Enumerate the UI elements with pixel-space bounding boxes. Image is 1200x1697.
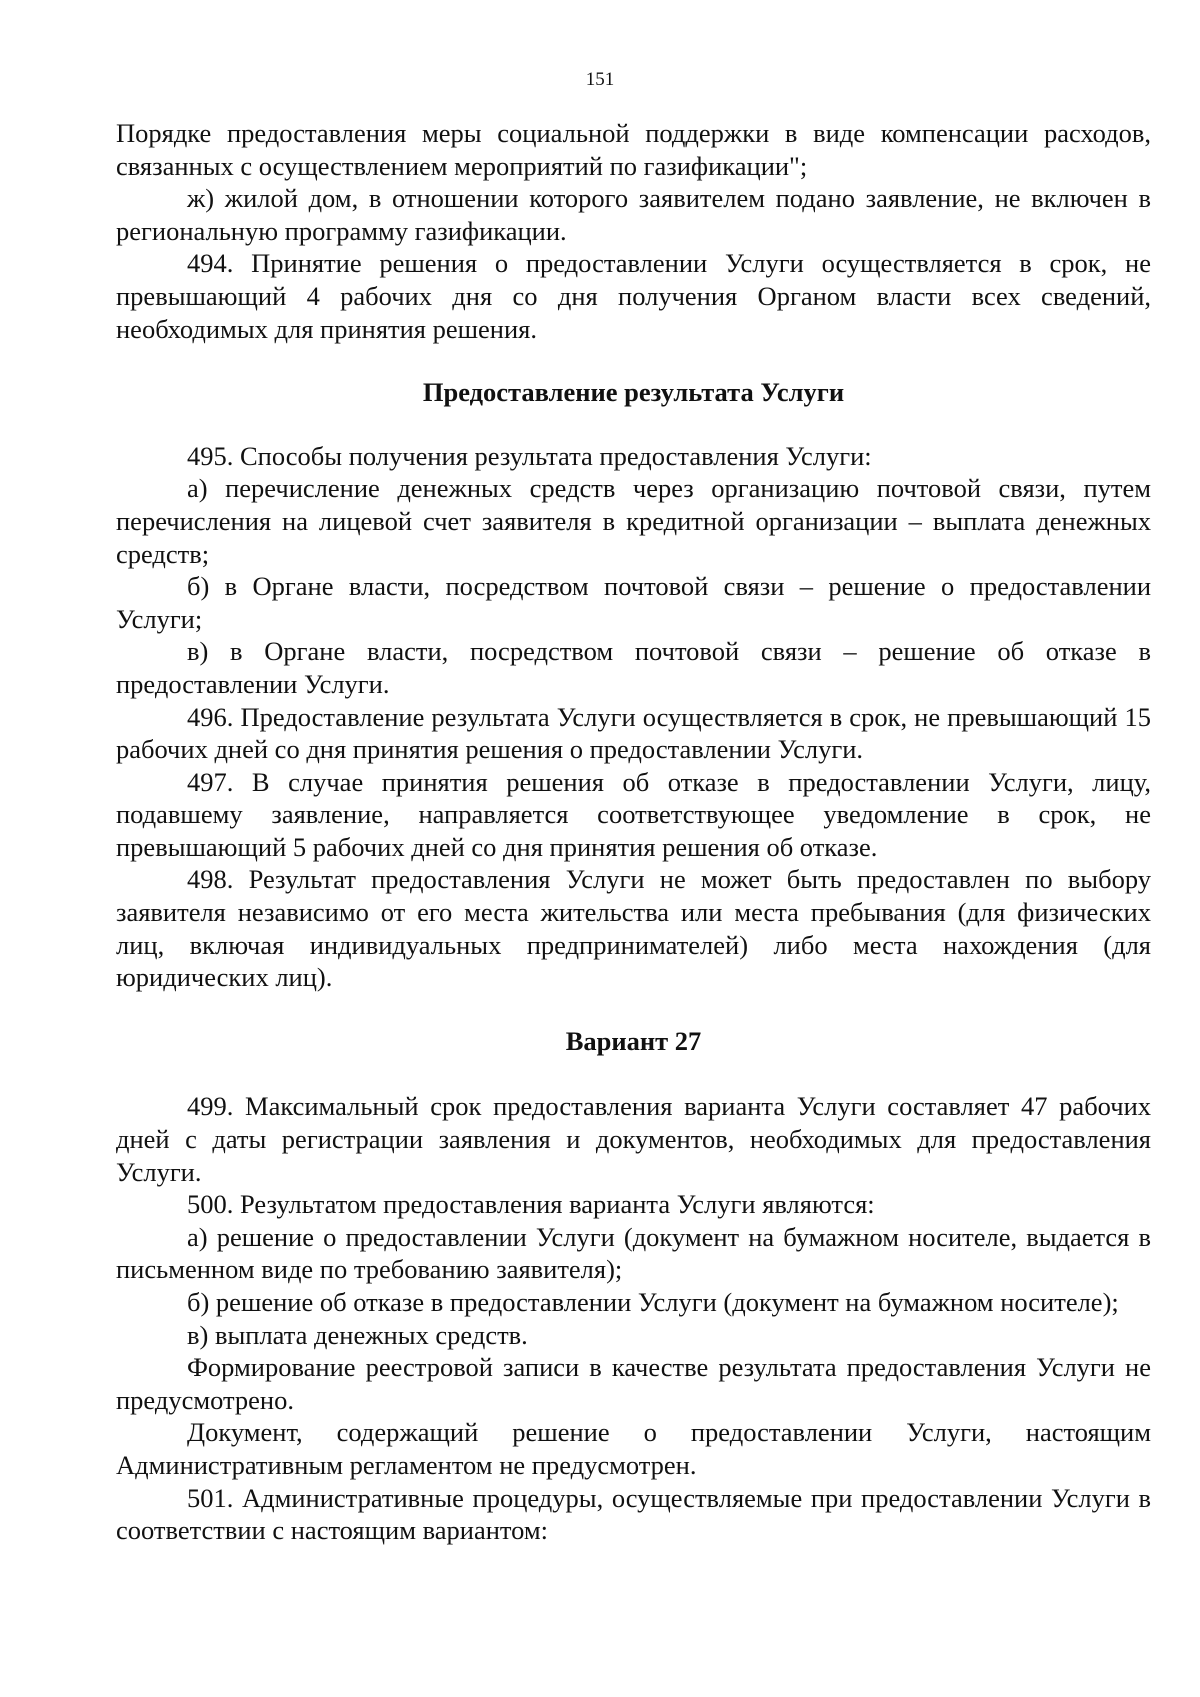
paragraph-501: 501. Административные процедуры, осуществляемые при предоставлении Услуги в соответствии с настоящим вариантом: (116, 1482, 1151, 1546)
paragraph-continuation: Порядке предоставления меры социальной поддержки в виде компенсации расходов, связанных с осуществлением мероприятий по газификации"; (116, 118, 1151, 181)
paragraph-500-b: б) решение об отказе в предоставлении Услуги (документ на бумажном носителе); (187, 1287, 1119, 1317)
paragraph-498: 498. Результат предоставления Услуги не может быть предоставлен по выбору заявителя независимо от его места жительства или места пребывания (для физических лиц, включая индивидуальных предпринимателей) либо места нахождения (для юридических лиц). (116, 864, 1151, 993)
document-body (116, 117, 1151, 1547)
section-heading-result: Предоставление результата Услуги (422, 377, 845, 408)
page-number: 151 (585, 69, 615, 90)
paragraph-495: 495. Способы получения результата предоставления Услуги: (187, 440, 872, 471)
paragraph-decision-document: Документ, содержащий решение о предоставлении Услуги, настоящим Административным регламентом не предусмотрен. (116, 1417, 1151, 1480)
paragraph-494: 494. Принятие решения о предоставлении Услуги осуществляется в срок, не превышающий 4 рабочих дня со дня получения Органом власти всех сведений, необходимых для принятия решения. (116, 248, 1151, 344)
paragraph-500-a: а) решение о предоставлении Услуги (документ на бумажном носителе, выдается в письменном виде по требованию заявителя); (116, 1221, 1151, 1285)
paragraph-500-v: в) выплата денежных средств. (187, 1319, 528, 1350)
paragraph-499: 499. Максимальный срок предоставления варианта Услуги составляет 47 рабочих дней с даты регистрации заявления и документов, необходимых для предоставления Услуги. (116, 1091, 1151, 1187)
paragraph-495-a: а) перечисление денежных средств через организацию почтовой связи, путем перечисления на лицевой счет заявителя в кредитной организации – выплата денежных средств; (116, 473, 1151, 569)
paragraph-500: 500. Результатом предоставления варианта Услуги являются: (187, 1189, 875, 1220)
paragraph-item-zh: ж) жилой дом, в отношении которого заявителем подано заявление, не включен в региональную программу газификации. (116, 183, 1151, 246)
section-heading-variant: Вариант 27 (565, 1025, 702, 1056)
paragraph-495-v: в) в Органе власти, посредством почтовой связи – решение об отказе в предоставлении Услуги. (116, 636, 1151, 699)
paragraph-registry-record: Формирование реестровой записи в качестве результата предоставления Услуги не предусмотрено. (116, 1352, 1151, 1415)
paragraph-497: 497. В случае принятия решения об отказе в предоставлении Услуги, лицу, подавшему заявление, направляется соответствующее уведомление в срок, не превышающий 5 рабочих дней со дня принятия решения об отказе. (116, 766, 1151, 862)
paragraph-495-b: б) в Органе власти, посредством почтовой связи – решение о предоставлении Услуги; (116, 571, 1151, 634)
paragraph-496: 496. Предоставление результата Услуги осуществляется в срок, не превышающий 15 рабочих дней со дня принятия решения о предоставлении Услуги. (116, 701, 1151, 765)
